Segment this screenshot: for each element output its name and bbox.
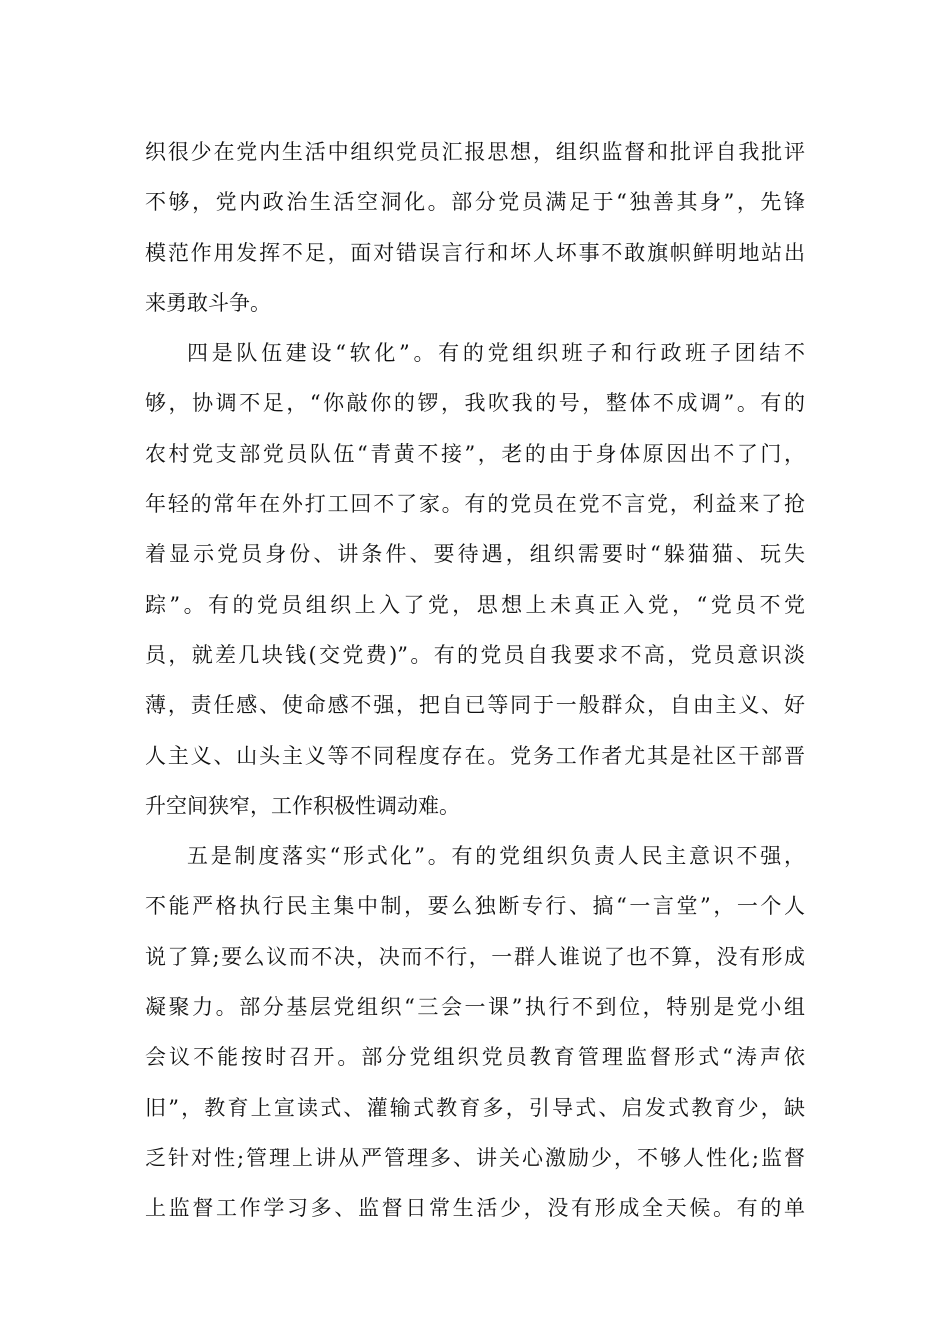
document-body (145, 127, 805, 1234)
text-line: 凝聚力。部分基层党组织“三会一课”执行不到位，特别是党小组 (145, 995, 805, 1020)
text-line: 不能严格执行民主集中制，要么独断专行、搞“一言堂”，一个人 (145, 894, 805, 919)
text-line: 上监督工作学习多、监督日常生活少，没有形成全天候。有的单 (145, 1196, 805, 1221)
text-line: 员，就差几块钱(交党费)”。有的党员自我要求不高，党员意识淡 (145, 642, 805, 667)
paragraph (145, 328, 805, 831)
text-line: 乏针对性;管理上讲从严管理多、讲关心激励少，不够人性化;监督 (145, 1145, 805, 1170)
text-line: 五是制度落实“形式化”。有的党组织负责人民主意识不强， (187, 844, 805, 869)
text-line: 不够，党内政治生活空洞化。部分党员满足于“独善其身”，先锋 (145, 190, 805, 215)
text-line: 四是队伍建设“软化”。有的党组织班子和行政班子团结不 (187, 341, 805, 366)
text-line: 旧”，教育上宣读式、灌输式教育多，引导式、启发式教育少，缺 (145, 1095, 805, 1120)
paragraph (145, 127, 805, 328)
text-line: 织很少在党内生活中组织党员汇报思想，组织监督和批评自我批评 (145, 140, 805, 164)
text-line: 年轻的常年在外打工回不了家。有的党员在党不言党，利益来了抢 (145, 492, 805, 517)
text-line: 够，协调不足，“你敲你的锣，我吹我的号，整体不成调”。有的 (145, 391, 805, 416)
text-line: 升空间狭窄，工作积极性调动难。 (145, 793, 460, 818)
text-line: 着显示党员身份、讲条件、要待遇，组织需要时“躲猫猫、玩失 (145, 542, 805, 567)
text-line: 来勇敢斗争。 (145, 290, 271, 315)
text-line: 会议不能按时召开。部分党组织党员教育管理监督形式“涛声依 (145, 1045, 805, 1070)
text-line: 薄，责任感、使命感不强，把自已等同于一般群众，自由主义、好 (145, 693, 805, 718)
text-line: 农村党支部党员队伍“青黄不接”，老的由于身体原因出不了门， (145, 441, 805, 466)
text-line: 人主义、山头主义等不同程度存在。党务工作者尤其是社区干部晋 (145, 743, 805, 768)
text-line: 模范作用发挥不足，面对错误言行和坏人坏事不敢旗帜鲜明地站出 (145, 240, 805, 265)
text-line: 踪”。有的党员组织上入了党，思想上未真正入党，“党员不党 (145, 592, 805, 617)
text-line: 说了算;要么议而不决，决而不行，一群人谁说了也不算，没有形成 (145, 944, 805, 969)
paragraph (145, 831, 805, 1233)
